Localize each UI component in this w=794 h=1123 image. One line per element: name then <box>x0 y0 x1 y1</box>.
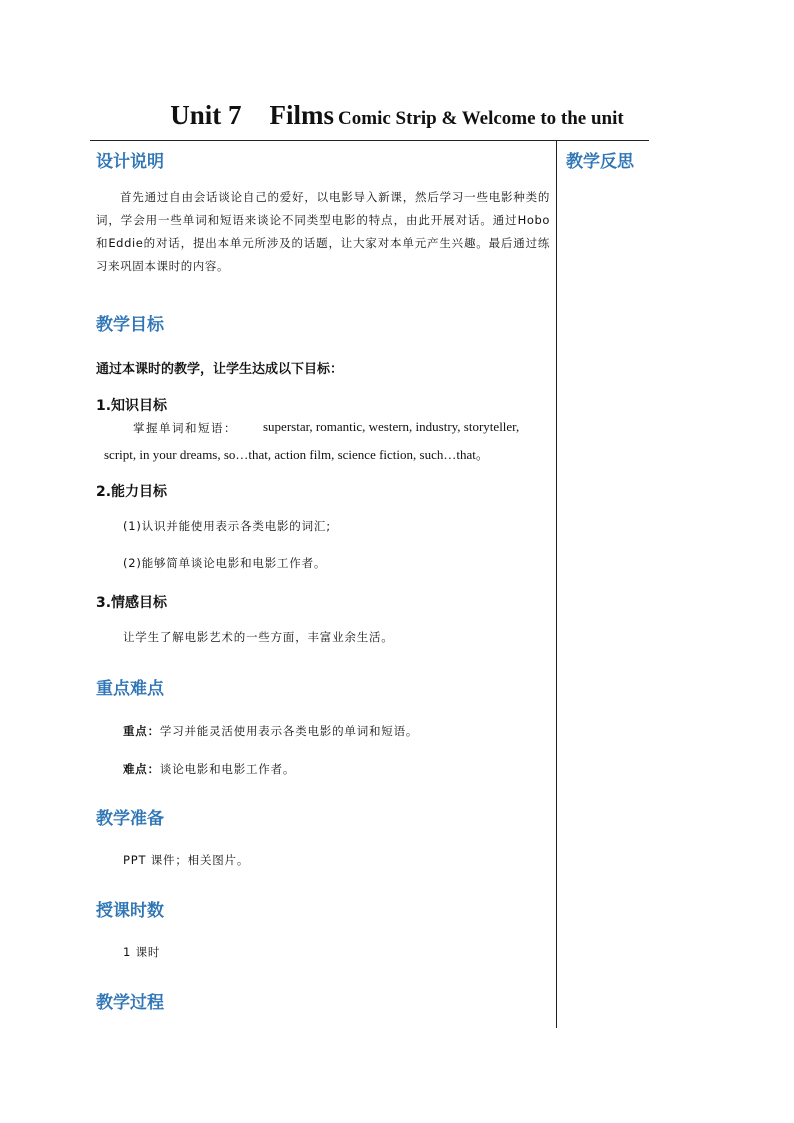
emotion-item: 让学生了解电影艺术的一些方面，丰富业余生活。 <box>123 630 394 644</box>
ability-title: 2.能力目标 <box>96 484 168 500</box>
preparation-text: PPT 课件；相关图片。 <box>123 853 250 867</box>
ability-item-2: (2)能够简单谈论电影和电影工作者。 <box>123 556 327 570</box>
design-notes-paragraph: 首先通过自由会话谈论自己的爱好，以电影导入新课，然后学习一些电影种类的词，学会用一些单词和短语来谈论不同类型电影的特点，由此开展对话。通过Hobo和Eddie的对话，提出本单元所涉及的话题，让大家对本单元产生兴趣。最后通过练习来巩固本课时的内容。 <box>96 190 550 273</box>
title-unit: Unit 7 <box>170 100 242 130</box>
difficult-label: 难点： <box>123 762 160 776</box>
knowledge-words-line2: script, in your dreams, so…that, action film, science fiction, such…that。 <box>104 447 489 462</box>
key-label: 重点： <box>123 724 160 738</box>
preparation-heading: 教学准备 <box>96 809 164 829</box>
ability-item-1: (1)认识并能使用表示各类电影的词汇; <box>123 519 331 533</box>
title-subtitle: Comic Strip & Welcome to the unit <box>338 108 624 129</box>
reflection-heading: 教学反思 <box>566 152 634 172</box>
key-points-heading: 重点难点 <box>96 679 164 699</box>
emotion-title: 3.情感目标 <box>96 595 168 611</box>
knowledge-title: 1.知识目标 <box>96 398 168 414</box>
knowledge-lead: 掌握单词和短语： <box>133 421 237 435</box>
knowledge-words-line1: superstar, romantic, western, industry, storyteller, <box>263 419 520 434</box>
difficult-text: 谈论电影和电影工作者。 <box>159 762 296 776</box>
hours-heading: 授课时数 <box>96 901 164 921</box>
column-divider <box>556 140 557 1028</box>
key-point-line <box>123 723 418 739</box>
design-notes-heading: 设计说明 <box>96 152 164 172</box>
objectives-heading: 教学目标 <box>96 315 164 335</box>
objectives-intro: 通过本课时的教学，让学生达成以下目标： <box>96 362 344 377</box>
table-top-border-right <box>557 140 649 141</box>
key-text: 学习并能灵活使用表示各类电影的单词和短语。 <box>159 724 419 738</box>
table-top-border-left <box>90 140 556 141</box>
title-topic: Films <box>269 100 335 130</box>
document-title <box>0 100 794 131</box>
hours-text: 1 课时 <box>123 945 161 959</box>
process-heading: 教学过程 <box>96 993 164 1013</box>
difficult-point-line <box>123 761 295 777</box>
